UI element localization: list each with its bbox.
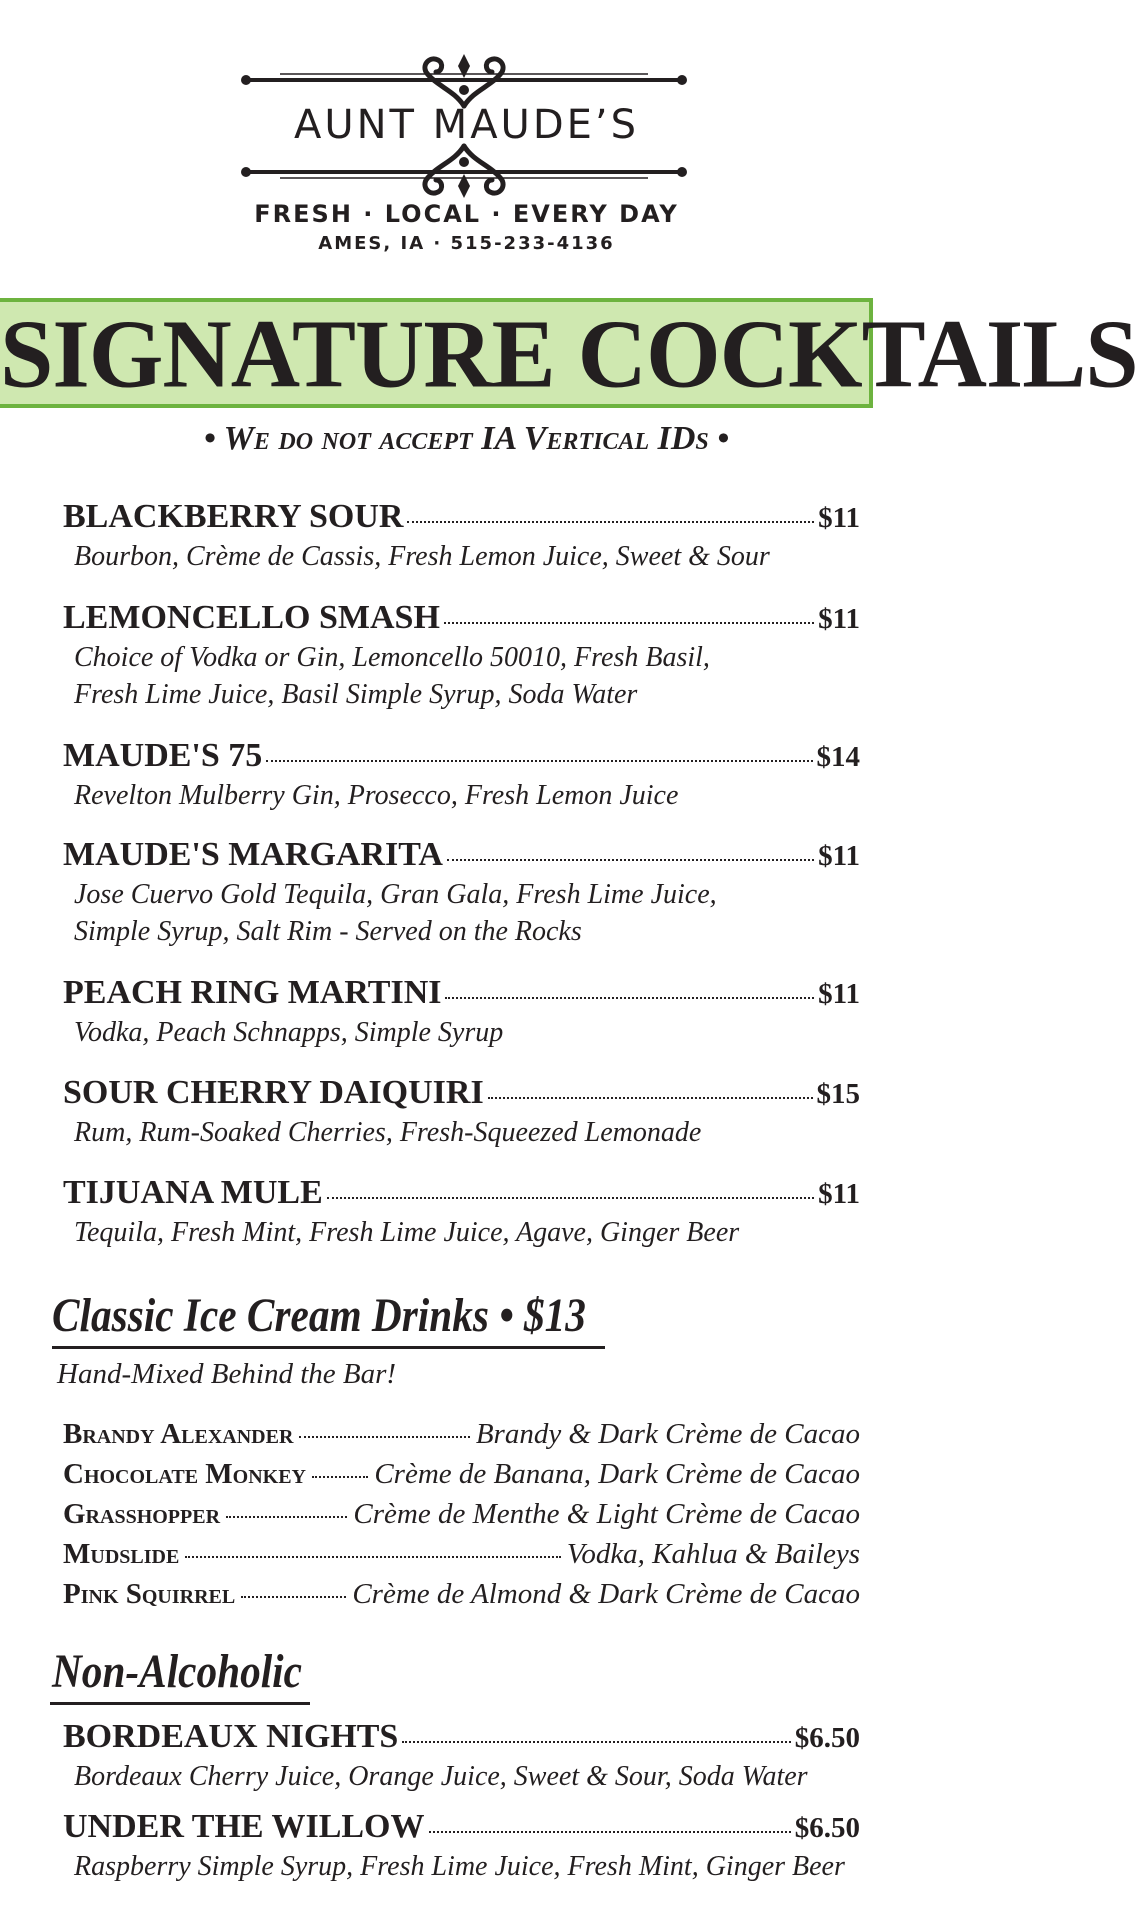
item-name: BLACKBERRY SOUR — [63, 498, 404, 535]
restaurant-name: AUNT MAUDE’S — [293, 102, 640, 148]
item-description: Revelton Mulberry Gin, Prosecco, Fresh Lemon Juice — [74, 780, 679, 811]
item-price: $11 — [818, 502, 860, 534]
heading-underline — [50, 1702, 310, 1705]
banner-title: SIGNATURE COCKTAILS — [0, 298, 1138, 409]
item-name: PEACH RING MARTINI — [63, 974, 442, 1011]
dot-leader — [407, 521, 814, 523]
item-description: Jose Cuervo Gold Tequila, Gran Gala, Fresh Lime Juice, Simple Syrup, Salt Rim - Served on the Rocks — [74, 879, 717, 947]
id-notice: • We do not accept IA Vertical IDs • — [203, 420, 730, 457]
ice-cream-item-description: Crème de Almond & Dark Crème de Cacao — [352, 1578, 860, 1610]
item-description: Rum, Rum-Soaked Cherries, Fresh-Squeezed Lemonade — [74, 1117, 702, 1148]
ornament-flourish-top-icon — [240, 50, 688, 110]
menu-item — [63, 1808, 860, 1885]
dot-leader — [444, 622, 814, 624]
item-description: Bourbon, Crème de Cassis, Fresh Lemon Juice, Sweet & Sour — [74, 541, 770, 572]
menu-item — [63, 836, 860, 950]
restaurant-address: AMES, IA · 515-233-4136 — [318, 233, 615, 254]
ice-cream-item-description: Brandy & Dark Crème de Cacao — [475, 1418, 860, 1450]
restaurant-tagline: FRESH · LOCAL · EVERY DAY — [254, 200, 679, 228]
dot-leader — [185, 1556, 561, 1558]
item-description: Bordeaux Cherry Juice, Orange Juice, Sweet & Sour, Soda Water — [74, 1761, 808, 1792]
dot-leader — [226, 1516, 347, 1518]
restaurant-logo — [0, 40, 933, 270]
ice-cream-item-name: Brandy Alexander — [63, 1418, 294, 1450]
menu-item — [63, 599, 860, 713]
ice-cream-item-description: Crème de Menthe & Light Crème de Cacao — [353, 1498, 860, 1530]
dot-leader — [488, 1097, 813, 1099]
ice-cream-item — [63, 1418, 860, 1454]
ice-cream-item — [63, 1538, 860, 1574]
ice-cream-item-name: Mudslide — [63, 1538, 180, 1570]
dot-leader — [445, 997, 814, 999]
menu-item — [63, 1718, 860, 1795]
item-name: BORDEAUX NIGHTS — [63, 1718, 399, 1755]
item-price: $6.50 — [794, 1812, 860, 1844]
dot-leader — [447, 859, 814, 861]
item-price: $11 — [818, 840, 860, 872]
ice-cream-item — [63, 1458, 860, 1494]
non-alcoholic-section-heading: Non-Alcoholic — [52, 1645, 302, 1698]
item-name: UNDER THE WILLOW — [63, 1808, 425, 1845]
item-price: $11 — [818, 603, 860, 635]
signature-cocktails-banner — [0, 298, 1138, 409]
item-description: Choice of Vodka or Gin, Lemoncello 50010, Fresh Basil, Fresh Lime Juice, Basil Simple Syrup, Soda Water — [74, 642, 710, 710]
menu-item — [63, 1074, 860, 1151]
item-price: $11 — [818, 978, 860, 1010]
ice-cream-item-name: Chocolate Monkey — [63, 1458, 306, 1490]
menu-item — [63, 974, 860, 1051]
ice-cream-subheading: Hand-Mixed Behind the Bar! — [57, 1358, 397, 1390]
item-name: SOUR CHERRY DAIQUIRI — [63, 1074, 484, 1111]
dot-leader — [241, 1596, 346, 1598]
item-price: $14 — [816, 741, 860, 773]
item-name: TIJUANA MULE — [63, 1174, 323, 1211]
dot-leader — [266, 760, 812, 762]
ice-cream-item — [63, 1578, 860, 1614]
ice-cream-section-heading: Classic Ice Cream Drinks • $13 — [52, 1289, 586, 1342]
dot-leader — [299, 1436, 469, 1438]
dot-leader — [429, 1831, 791, 1833]
item-description: Tequila, Fresh Mint, Fresh Lime Juice, Agave, Ginger Beer — [74, 1217, 740, 1248]
item-name: LEMONCELLO SMASH — [63, 599, 440, 636]
item-name: MAUDE'S MARGARITA — [63, 836, 443, 873]
menu-item — [63, 1174, 860, 1251]
ice-cream-item — [63, 1498, 860, 1534]
menu-item — [63, 498, 860, 575]
dot-leader — [312, 1476, 368, 1478]
dot-leader — [327, 1197, 814, 1199]
item-price: $15 — [816, 1078, 860, 1110]
ice-cream-item-description: Crème de Banana, Dark Crème de Cacao — [374, 1458, 860, 1490]
ice-cream-item-name: Grasshopper — [63, 1498, 221, 1530]
item-description: Raspberry Simple Syrup, Fresh Lime Juice, Fresh Mint, Ginger Beer — [74, 1851, 845, 1882]
item-description: Vodka, Peach Schnapps, Simple Syrup — [74, 1017, 504, 1048]
item-name: MAUDE'S 75 — [63, 737, 263, 774]
ice-cream-item-description: Vodka, Kahlua & Baileys — [566, 1538, 860, 1570]
ice-cream-item-name: Pink Squirrel — [63, 1578, 236, 1610]
dot-leader — [402, 1741, 790, 1743]
item-price: $6.50 — [794, 1722, 860, 1754]
ornament-flourish-bottom-icon — [240, 142, 688, 202]
heading-underline — [52, 1346, 605, 1349]
menu-item — [63, 737, 860, 814]
item-price: $11 — [818, 1178, 860, 1210]
